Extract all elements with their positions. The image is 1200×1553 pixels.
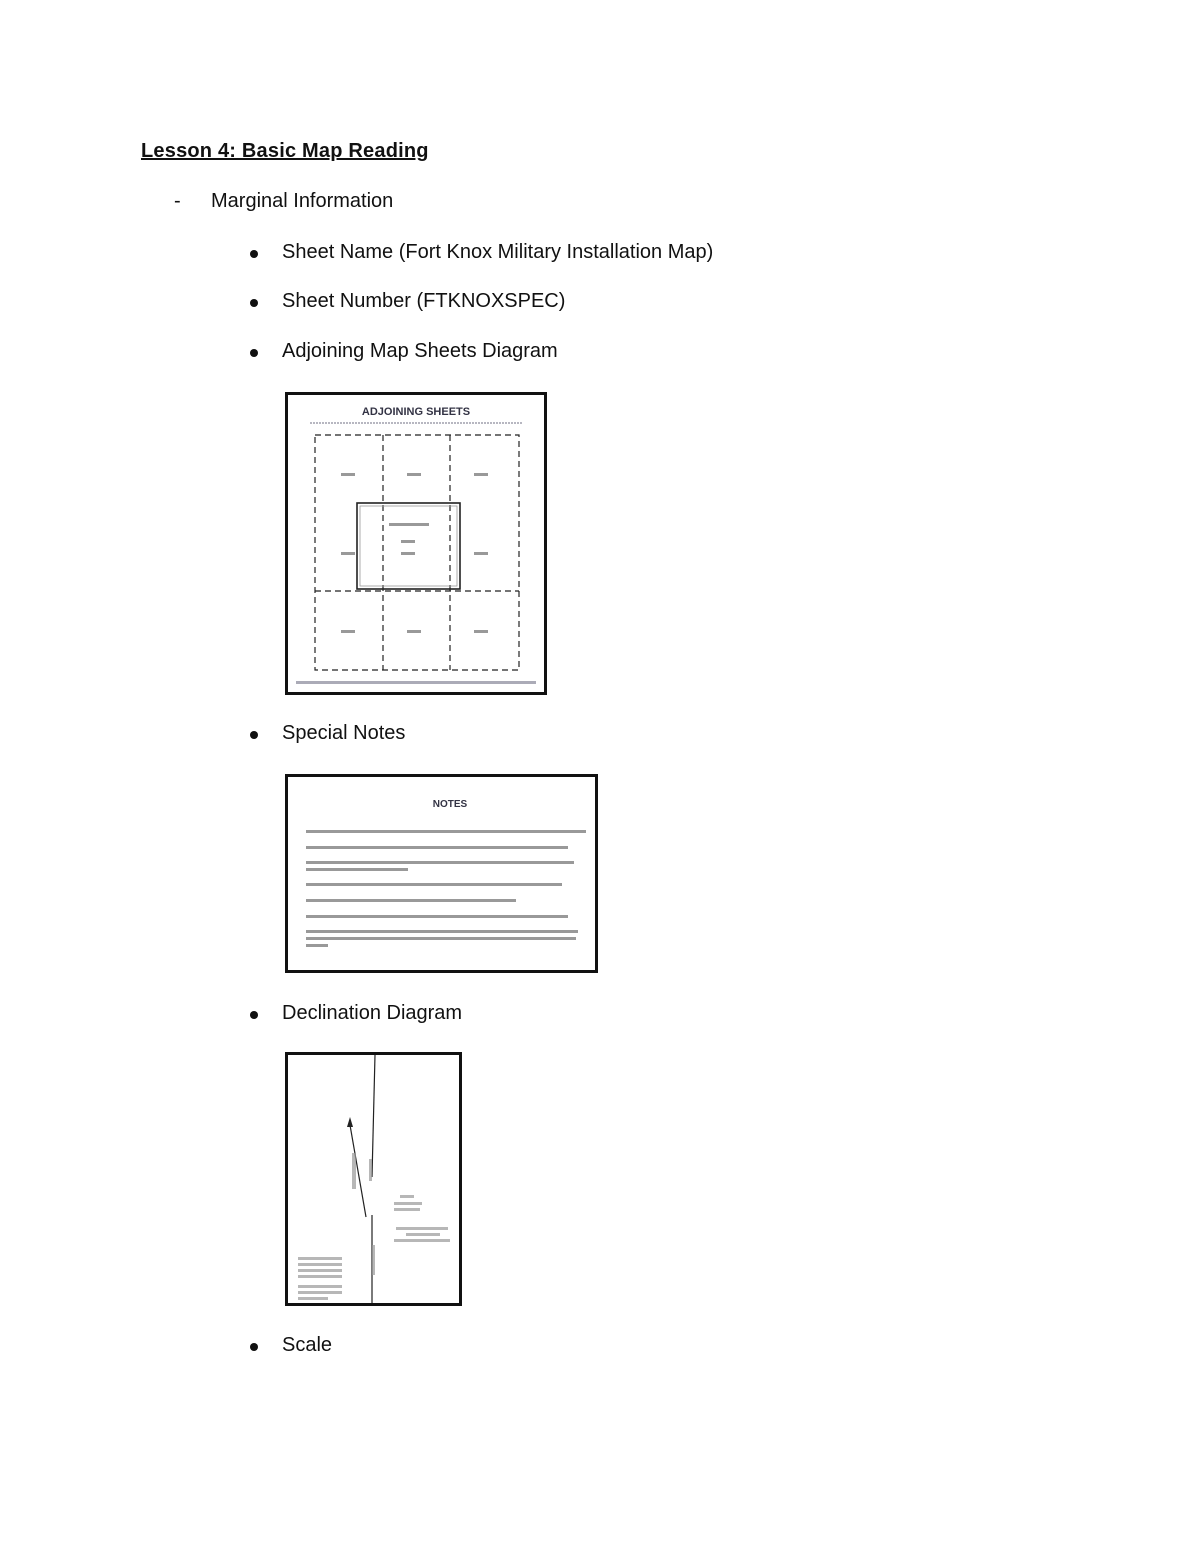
bullet-icon — [250, 1343, 258, 1351]
bullet-icon — [250, 1011, 258, 1019]
section-label: Marginal Information — [211, 190, 394, 212]
bullet-icon — [250, 731, 258, 739]
dash-marker: - — [174, 190, 181, 212]
bullet-icon — [250, 299, 258, 307]
declination-labels — [298, 1153, 450, 1300]
bullet-label: Adjoining Map Sheets Diagram — [282, 340, 558, 362]
notes-heading: NOTES — [432, 799, 468, 810]
bullet-label: Sheet Number (FTKNOXSPEC) — [282, 290, 566, 312]
sheet-cell-labels — [341, 473, 488, 633]
page-title: Lesson 4: Basic Map Reading — [141, 140, 429, 162]
bullet-icon — [250, 349, 258, 357]
adjoining-sheets-heading: ADJOINING SHEETS — [361, 406, 471, 418]
bullet-label: Scale — [282, 1334, 333, 1356]
notes-text-lines — [306, 830, 586, 947]
bullet-icon — [250, 250, 258, 258]
bullet-label: Special Notes — [282, 722, 406, 744]
special-notes-figure — [285, 774, 598, 973]
bullet-label: Sheet Name (Fort Knox Military Installation Map) — [282, 241, 714, 263]
adjoining-sheets-diagram — [285, 392, 547, 695]
declination-diagram — [285, 1052, 462, 1306]
bullet-label: Declination Diagram — [282, 1002, 463, 1024]
